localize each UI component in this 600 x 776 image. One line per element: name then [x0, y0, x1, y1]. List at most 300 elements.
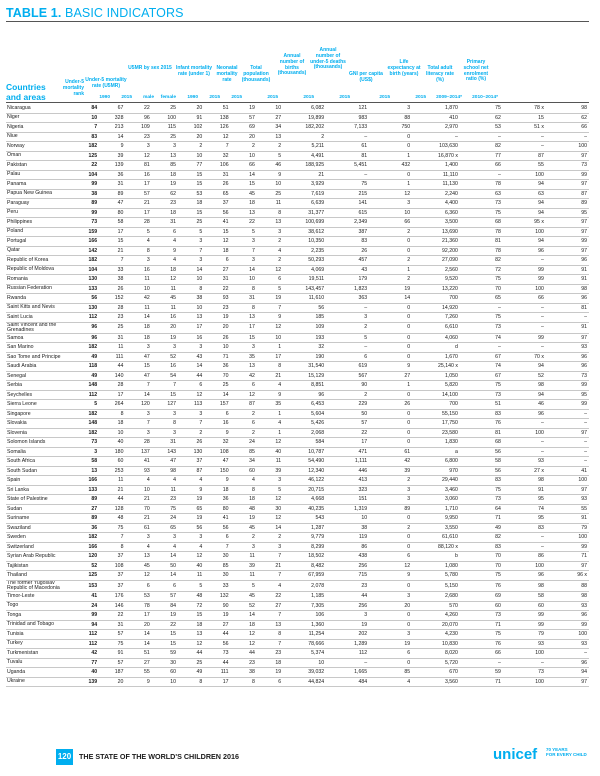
value-cell: 7,133 [326, 123, 369, 133]
table-row [6, 476, 589, 486]
value-cell: 9 [257, 313, 283, 323]
value-cell: 2 [369, 227, 412, 237]
value-cell: 32 [283, 343, 326, 353]
value-cell: 62 [152, 189, 178, 199]
value-cell: 6,610 [412, 322, 460, 333]
rank-cell: 3 [73, 447, 99, 457]
table-row [6, 601, 589, 611]
value-cell: 7 [178, 246, 204, 256]
value-cell: 18 [152, 170, 178, 180]
value-cell: 69 [460, 592, 503, 602]
value-cell: 70 [204, 371, 230, 381]
rank-cell: 7 [73, 123, 99, 133]
value-cell: 71 [460, 677, 503, 687]
rank-cell: 112 [73, 313, 99, 323]
value-cell: 18 [231, 495, 257, 505]
value-cell: 8 [231, 303, 257, 313]
table-row [6, 466, 589, 476]
subheader-7: 2015 [267, 95, 278, 100]
value-cell: 6 [125, 580, 151, 591]
value-cell: 19 [178, 495, 204, 505]
value-cell: 18 [231, 620, 257, 630]
value-cell: 750 [369, 123, 412, 133]
value-cell: 83 [503, 523, 546, 533]
value-cell: 13 [152, 151, 178, 161]
page-number: 120 [56, 749, 73, 765]
rank-cell: 142 [73, 246, 99, 256]
value-cell: 46,122 [283, 476, 326, 486]
value-cell: 79 [503, 630, 546, 640]
value-cell: 100 [546, 533, 589, 543]
value-cell: 32 [204, 438, 230, 448]
rank-cell: 56 [73, 294, 99, 304]
rank-cell: 182 [73, 343, 99, 353]
value-cell: 78,666 [283, 639, 326, 649]
subheader-0: 1990 [99, 95, 110, 100]
value-cell: 11 [125, 275, 151, 285]
value-cell: 14 [231, 265, 257, 275]
table-body [6, 104, 589, 687]
value-cell: 48 [178, 592, 204, 602]
value-cell: 29,440 [412, 476, 460, 486]
country-name: Trinidad and Tobago [6, 620, 73, 630]
rank-cell: 159 [73, 227, 99, 237]
value-cell: 73 [460, 199, 503, 209]
rank-cell: 96 [73, 333, 99, 343]
value-cell: 3 [326, 313, 369, 323]
value-cell: 94 [546, 668, 589, 678]
value-cell: 15 [231, 180, 257, 190]
subheader-11: 2015 [415, 95, 426, 100]
value-cell: 85 [204, 561, 230, 571]
value-cell: 3 [369, 104, 412, 113]
value-cell: 484 [326, 677, 369, 687]
value-cell: 48 [99, 514, 125, 524]
value-cell: 84 [152, 601, 178, 611]
value-cell: 19 [152, 180, 178, 190]
value-cell: 567 [326, 371, 369, 381]
value-cell: 11 [99, 476, 125, 486]
table-row [6, 246, 589, 256]
value-cell: 27 x [503, 466, 546, 476]
value-cell: 9 [204, 476, 230, 486]
value-cell: 3 [125, 256, 151, 266]
value-cell: 38 [326, 523, 369, 533]
value-cell: 50 [152, 561, 178, 571]
value-cell: 58 [99, 218, 125, 228]
value-cell: 188,925 [283, 161, 326, 171]
value-cell: 47 [125, 371, 151, 381]
table-row [6, 495, 589, 505]
value-cell: 62 [460, 113, 503, 123]
value-cell: 57 [326, 419, 369, 429]
country-name: Tunisia [6, 630, 73, 640]
value-cell: 0 [369, 542, 412, 552]
value-cell: 8 [257, 630, 283, 640]
value-cell: 75 [460, 104, 503, 113]
value-cell: 99 [546, 620, 589, 630]
rank-cell: 166 [73, 476, 99, 486]
value-cell: 7 [152, 381, 178, 391]
value-cell: – [546, 457, 589, 467]
value-cell: – [503, 303, 546, 313]
value-cell: 45 [231, 592, 257, 602]
table-title-text: BASIC INDICATORS [61, 6, 184, 20]
country-name: Singapore [6, 409, 73, 419]
country-name: Panama [6, 180, 73, 190]
value-cell: 543 [283, 514, 326, 524]
value-cell: 14,100 [412, 390, 460, 400]
value-cell: 3 [125, 533, 151, 543]
value-cell: 60 [460, 601, 503, 611]
value-cell: 21 [99, 485, 125, 495]
value-cell: 584 [283, 438, 326, 448]
value-cell: 9 [125, 677, 151, 687]
value-cell: – [460, 170, 503, 180]
country-name: Somalia [6, 447, 73, 457]
value-cell: 92,200 [412, 246, 460, 256]
rank-cell: 104 [73, 265, 99, 275]
value-cell: 0 [369, 658, 412, 668]
value-cell: 152 [99, 294, 125, 304]
value-cell: 15 [99, 237, 125, 247]
value-cell: 715 [326, 571, 369, 581]
value-cell: 44 [204, 658, 230, 668]
value-cell: 60 [231, 466, 257, 476]
value-cell: 8 [152, 419, 178, 429]
value-cell: 2 [231, 428, 257, 438]
value-cell: – [460, 343, 503, 353]
value-cell: 56 [283, 303, 326, 313]
value-cell: 5,211 [283, 142, 326, 152]
value-cell: 45 [152, 294, 178, 304]
value-cell: 6 [152, 227, 178, 237]
country-name: Republic of Moldova [6, 265, 73, 275]
value-cell: 15 [503, 113, 546, 123]
value-cell: 94 [503, 180, 546, 190]
value-cell: 78 x [503, 104, 546, 113]
value-cell: 55 [503, 161, 546, 171]
value-cell: 63 [503, 189, 546, 199]
value-cell: 96 [546, 658, 589, 668]
value-cell: 14 [257, 523, 283, 533]
value-cell: 66 [460, 161, 503, 171]
value-cell: 8 [178, 677, 204, 687]
value-cell: 7 [257, 571, 283, 581]
value-cell: 16 [178, 333, 204, 343]
value-cell: 74 [503, 504, 546, 514]
value-cell: 85 [152, 161, 178, 171]
value-cell: 61,610 [412, 533, 460, 543]
value-cell: 17 [326, 438, 369, 448]
value-cell: 1,360 [283, 620, 326, 630]
country-name: Pakistan [6, 161, 73, 171]
value-cell: 20 [231, 132, 257, 142]
value-cell: 670 [412, 668, 460, 678]
value-cell: 25 [152, 104, 178, 113]
value-cell: 98 [503, 381, 546, 391]
value-cell: – [503, 533, 546, 543]
value-cell: 59 [460, 668, 503, 678]
value-cell: 570 [412, 601, 460, 611]
value-cell: 30 [204, 552, 230, 562]
value-cell: 76 [460, 639, 503, 649]
subheader-5: 2015 [209, 95, 220, 100]
value-cell: 4,400 [412, 199, 460, 209]
value-cell: – [503, 343, 546, 353]
col-header-life-expectancy: Life expectancy at birth (years) [387, 59, 421, 77]
value-cell: 90 [326, 381, 369, 391]
value-cell: 43 [178, 352, 204, 362]
value-cell: 0 [369, 580, 412, 591]
value-cell: 18 [204, 246, 230, 256]
value-cell: 12 [125, 151, 151, 161]
value-cell: 97 [546, 677, 589, 687]
value-cell: 106 [283, 611, 326, 621]
value-cell: 19,899 [283, 113, 326, 123]
value-cell: 140 [99, 371, 125, 381]
value-cell: 0 [369, 390, 412, 400]
value-cell: 7 [125, 381, 151, 391]
value-cell: 10 [283, 658, 326, 668]
value-cell: 82 [460, 533, 503, 543]
value-cell: 11 [125, 303, 151, 313]
value-cell: 71 [204, 352, 230, 362]
value-cell: 10 [231, 275, 257, 285]
value-cell: 1,111 [326, 457, 369, 467]
value-cell: – [546, 132, 589, 142]
rank-cell: 22 [73, 161, 99, 171]
value-cell: 87 [546, 189, 589, 199]
country-name: South Sudan [6, 466, 73, 476]
value-cell: 4 [257, 419, 283, 429]
value-cell: 0 [369, 343, 412, 353]
table-row [6, 104, 589, 113]
value-cell: 40 [257, 447, 283, 457]
value-cell: 12 [204, 132, 230, 142]
value-cell: 20 [152, 322, 178, 333]
value-cell: 19 [257, 294, 283, 304]
value-cell: 13 [231, 362, 257, 372]
value-cell: – [546, 409, 589, 419]
value-cell: 67 [460, 352, 503, 362]
value-cell: 66 [231, 161, 257, 171]
country-name: Niue [6, 132, 73, 142]
value-cell: 52 [152, 352, 178, 362]
value-cell: 56 [204, 208, 230, 218]
col-header-literacy: Total adult literacy rate (%) [425, 65, 455, 83]
value-cell: 4,069 [283, 265, 326, 275]
value-cell: 100 [546, 476, 589, 486]
value-cell: 2 [369, 256, 412, 266]
country-name: Sri Lanka [6, 485, 73, 495]
value-cell: 8,299 [283, 542, 326, 552]
value-cell: 12 [369, 561, 412, 571]
value-cell: 98 [546, 592, 589, 602]
value-cell: 8 [99, 409, 125, 419]
table-row [6, 284, 589, 294]
rank-cell: 38 [73, 189, 99, 199]
value-cell: 96 [546, 294, 589, 304]
value-cell: 37 [99, 571, 125, 581]
value-cell: 3 [231, 237, 257, 247]
value-cell: 97 [546, 333, 589, 343]
value-cell: – [503, 419, 546, 429]
value-cell: 137 [125, 447, 151, 457]
country-name: Uganda [6, 668, 73, 678]
value-cell: 4,260 [412, 611, 460, 621]
value-cell: 0 [369, 313, 412, 323]
value-cell: 4,230 [412, 630, 460, 640]
country-name: Solomon Islands [6, 438, 73, 448]
value-cell: 19 [178, 514, 204, 524]
value-cell: 71 [460, 620, 503, 630]
value-cell: 143,457 [283, 284, 326, 294]
rank-cell: 83 [73, 132, 99, 142]
table-row [6, 142, 589, 152]
value-cell: 8 [125, 246, 151, 256]
value-cell: 51 [460, 400, 503, 410]
value-cell: 9,520 [412, 275, 460, 285]
value-cell: 22 [257, 592, 283, 602]
value-cell: 0 [369, 132, 412, 142]
value-cell: 6 [231, 381, 257, 391]
value-cell: 20 [178, 104, 204, 113]
table-row [6, 677, 589, 687]
value-cell: 6,453 [283, 400, 326, 410]
value-cell: 12 [178, 552, 204, 562]
value-cell: 22 [152, 620, 178, 630]
value-cell: 31 [99, 180, 125, 190]
value-cell: 37 [178, 457, 204, 467]
col-header-imr: Infant mortality rate (under 1) [175, 65, 213, 77]
subheader-4: 1990 [187, 95, 198, 100]
value-cell: 6 [204, 409, 230, 419]
value-cell: 17 [178, 322, 204, 333]
value-cell: 44 [178, 649, 204, 659]
country-name: Nicaragua [6, 104, 73, 113]
value-cell: 42 [125, 294, 151, 304]
country-name: Saudi Arabia [6, 362, 73, 372]
value-cell: 71 [460, 514, 503, 524]
value-cell: 42 [231, 371, 257, 381]
value-cell: 21 [125, 495, 151, 505]
value-cell: 53 [178, 189, 204, 199]
value-cell: 8,851 [283, 381, 326, 391]
value-cell: 5,720 [412, 658, 460, 668]
table-row [6, 343, 589, 353]
value-cell: 96 [546, 611, 589, 621]
value-cell: – [546, 447, 589, 457]
value-cell: 11 [231, 552, 257, 562]
rank-cell: 40 [73, 668, 99, 678]
value-cell: – [546, 419, 589, 429]
value-cell: 6 [257, 677, 283, 687]
value-cell: 4 [152, 542, 178, 552]
value-cell: 7,619 [283, 189, 326, 199]
country-name: Turkey [6, 639, 73, 649]
value-cell: 21 [99, 246, 125, 256]
value-cell: 57 [99, 630, 125, 640]
value-cell: 62 [546, 113, 589, 123]
value-cell: 45 [231, 523, 257, 533]
value-cell: 3 [178, 256, 204, 266]
value-cell: 2,240 [412, 189, 460, 199]
value-cell: 80 [99, 208, 125, 218]
value-cell: 45 [231, 189, 257, 199]
value-cell: 3,550 [412, 523, 460, 533]
rank-cell: 99 [73, 208, 99, 218]
value-cell: 10 [152, 677, 178, 687]
table-row [6, 409, 589, 419]
value-cell: b [412, 552, 460, 562]
value-cell: 106 [204, 161, 230, 171]
value-cell: 0 [369, 611, 412, 621]
value-cell: 13 [231, 313, 257, 323]
value-cell: 93 [503, 639, 546, 649]
col-header-nmr: Neonatal mortality rate [216, 65, 238, 83]
value-cell: 109 [125, 123, 151, 133]
table-row [6, 390, 589, 400]
value-cell: 96 [503, 409, 546, 419]
value-cell: 73 [460, 322, 503, 333]
value-cell: 52 [231, 601, 257, 611]
value-cell: 31,377 [283, 208, 326, 218]
value-cell: 0 [369, 322, 412, 333]
value-cell: 19 [326, 620, 369, 630]
value-cell: 96 [503, 246, 546, 256]
value-cell: 179 [326, 275, 369, 285]
value-cell: 0 [369, 428, 412, 438]
value-cell: 229 [326, 400, 369, 410]
country-name: The former Yugoslav Republic of Macedonia [6, 580, 73, 591]
rank-cell: 94 [73, 620, 99, 630]
value-cell: 19 [204, 611, 230, 621]
value-cell: 65 [178, 504, 204, 514]
rank-cell: 166 [73, 542, 99, 552]
value-cell: 37 [204, 199, 230, 209]
rank-cell: 36 [73, 523, 99, 533]
value-cell: 113 [178, 400, 204, 410]
value-cell: 89 [99, 189, 125, 199]
rank-cell: 148 [73, 419, 99, 429]
value-cell: 176 [99, 592, 125, 602]
rank-cell: 49 [73, 352, 99, 362]
value-cell: 12 [231, 639, 257, 649]
value-cell: 12 [204, 237, 230, 247]
value-cell: 28 [99, 381, 125, 391]
value-cell: 6 [369, 649, 412, 659]
value-cell: 182,202 [283, 123, 326, 133]
rank-cell: 84 [73, 104, 99, 113]
value-cell: – [326, 658, 369, 668]
value-cell: 89 [369, 504, 412, 514]
value-cell: 7 [204, 142, 230, 152]
value-cell: 24 [152, 514, 178, 524]
col-header-gni: GNI per capita (US$) [349, 71, 383, 83]
value-cell: 70 x [503, 352, 546, 362]
rank-cell: 52 [73, 561, 99, 571]
country-name: Serbia [6, 381, 73, 391]
value-cell: d [412, 343, 460, 353]
value-cell: 2 [257, 256, 283, 266]
value-cell: 17 [125, 611, 151, 621]
value-cell: 15,129 [283, 371, 326, 381]
value-cell: 40 [178, 561, 204, 571]
value-cell: 88 [369, 113, 412, 123]
value-cell: – [546, 649, 589, 659]
country-name: Republic of Korea [6, 256, 73, 266]
